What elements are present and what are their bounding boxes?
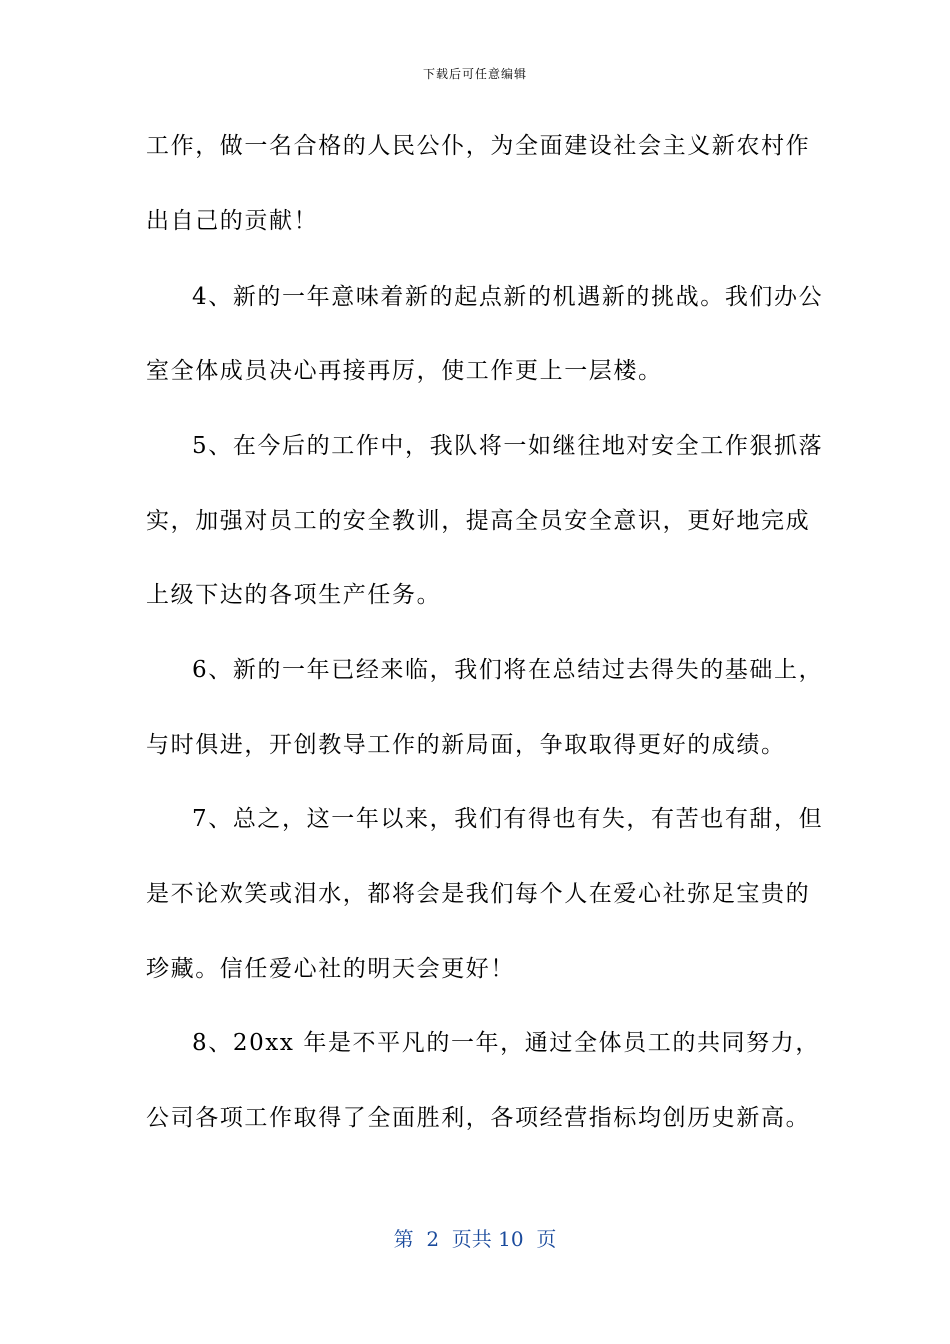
paragraph-line: 公司各项工作取得了全面胜利，各项经营指标均创历史新高。 [146, 1105, 811, 1131]
page-header: 下载后可任意编辑 [422, 67, 527, 81]
paragraph-line: 出自己的贡献！ [146, 208, 319, 234]
paragraph-line: 工作，做一名合格的人民公仆，为全面建设社会主义新农村作 [146, 133, 811, 159]
paragraph-line: 7、总之，这一年以来，我们有得也有失，有苦也有甜，但 [192, 806, 824, 832]
paragraph-line: 上级下达的各项生产任务。 [146, 582, 442, 608]
paragraph-line: 与时俱进，开创教导工作的新局面，争取取得更好的成绩。 [146, 732, 786, 758]
paragraph-line: 8、20xx 年是不平凡的一年，通过全体员工的共同努力， [192, 1030, 820, 1056]
paragraph-line: 6、新的一年已经来临，我们将在总结过去得失的基础上， [192, 657, 824, 683]
paragraph-line: 室全体成员决心再接再厉，使工作更上一层楼。 [146, 358, 663, 384]
paragraph-line: 5、在今后的工作中，我队将一如继往地对安全工作狠抓落 [192, 433, 824, 459]
paragraph-line: 是不论欢笑或泪水，都将会是我们每个人在爱心社弥足宝贵的 [146, 881, 811, 907]
paragraph-line: 4、新的一年意味着新的起点新的机遇新的挑战。我们办公 [192, 284, 824, 310]
page-number-footer: 第 2 页共 10 页 [393, 1227, 557, 1251]
paragraph-line: 实，加强对员工的安全教训，提高全员安全意识，更好地完成 [146, 508, 811, 534]
paragraph-line: 珍藏。信任爱心社的明天会更好！ [146, 956, 515, 982]
